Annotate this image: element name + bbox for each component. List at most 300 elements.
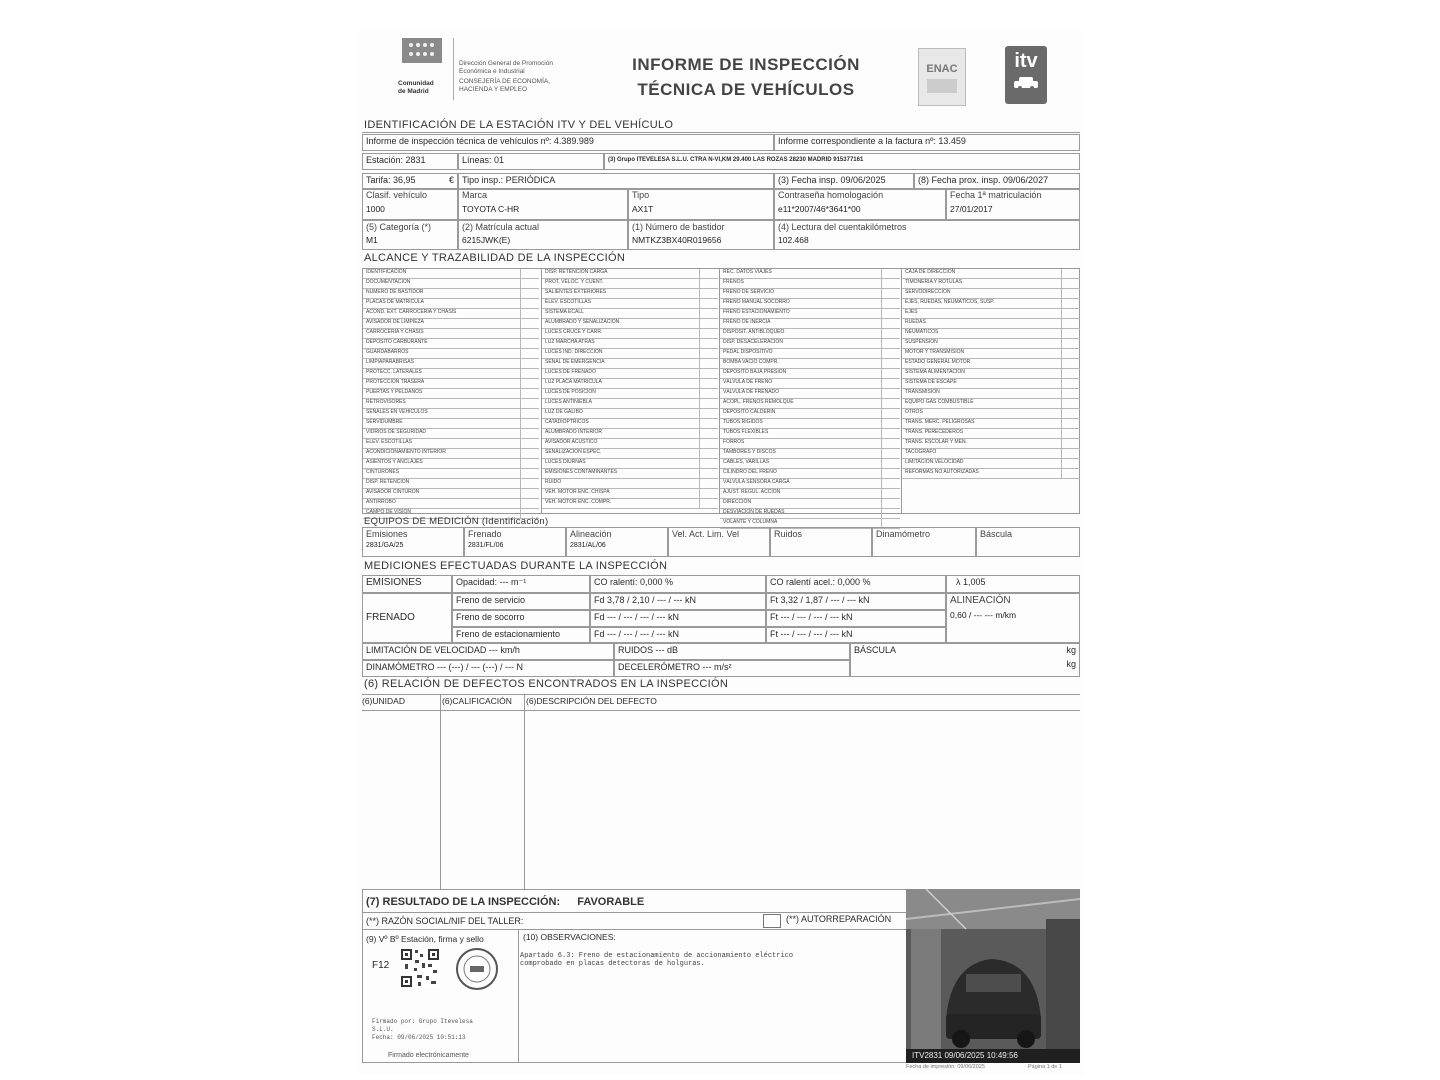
itv-stamp-icon — [458, 950, 496, 988]
fd-emergency-value: Fd --- / --- / --- / --- kN — [594, 612, 679, 622]
scope-row — [902, 449, 1080, 459]
category-label: (5) Categoría (*) — [366, 222, 432, 232]
scope-item-name: RETROVISORES — [366, 399, 406, 405]
scope-row — [902, 389, 1080, 399]
scope-item-name: OTROS — [905, 409, 923, 415]
scope-row — [720, 339, 900, 349]
scope-item-name: DISP. RETENCIÓN CARGA — [545, 269, 608, 275]
qr-code-icon — [400, 948, 440, 988]
scale-kg-2: kg — [1066, 659, 1076, 669]
scope-row — [720, 399, 900, 409]
co-idle-value: CO ralentí: 0,000 % — [594, 577, 674, 587]
scope-item-result — [699, 389, 718, 398]
scope-row — [720, 489, 900, 499]
scope-row — [720, 349, 900, 359]
scope-item-result — [699, 309, 718, 318]
scope-item-name: DIRECCIÓN — [723, 499, 752, 505]
scope-item-result — [699, 279, 718, 288]
scope-row — [720, 369, 900, 379]
scope-item-name: CABLES, VARILLAS — [723, 459, 770, 465]
scope-row — [363, 349, 539, 359]
scope-row — [363, 449, 539, 459]
scope-item-result — [1061, 449, 1080, 458]
brand-value: TOYOTA C-HR — [462, 204, 520, 214]
scope-row — [902, 319, 1080, 329]
vin-value: NMTKZ3BX40R019656 — [632, 235, 722, 245]
scope-item-name: TRANS. MERC. PELIGROSAS — [905, 419, 975, 425]
scope-item-name: ASIENTOS Y ANCLAJES — [366, 459, 423, 465]
scope-item-name: TRANSMISIÓN — [905, 389, 940, 395]
scale-label: BÁSCULA — [854, 645, 897, 655]
scope-row — [902, 299, 1080, 309]
scope-row — [720, 269, 900, 279]
scope-item-result — [1061, 269, 1080, 278]
scope-item-result — [881, 409, 900, 418]
scope-item-name: DISP. RETENCIÓN — [366, 479, 410, 485]
scope-item-name: LUCES DE FRENADO — [545, 369, 596, 375]
self-repair-checkbox[interactable] — [763, 914, 781, 928]
page-number: Página 1 de 1 — [1028, 1064, 1062, 1070]
scope-item-result — [1061, 339, 1080, 348]
scope-item-name: VEH. MOTOR ENC. CHISPA — [545, 489, 610, 495]
itv-logo — [1005, 46, 1047, 104]
vin-label: (1) Número de bastidor — [632, 222, 725, 232]
scope-item-name: TRANS. ESCOLAR Y MEN. — [905, 439, 968, 445]
scope-item-result — [699, 349, 718, 358]
report-number: Informe de inspección técnica de vehículos nº: 4.389.989 — [366, 136, 594, 146]
scope-row — [902, 269, 1080, 279]
scope-row — [720, 289, 900, 299]
scope-row — [720, 479, 900, 489]
scope-row — [363, 399, 539, 409]
brakes-equipment-value: 2831/FL/06 — [468, 542, 504, 549]
scope-item-result — [520, 469, 539, 478]
scope-item-result — [881, 449, 900, 458]
scope-item-name: TACÓGRAFO — [905, 449, 937, 455]
scope-item-result — [881, 299, 900, 308]
scope-row — [720, 309, 900, 319]
scope-column-3 — [719, 269, 900, 525]
ft-parking-value: Ft --- / --- / --- / --- kN — [770, 629, 853, 639]
scope-row — [902, 439, 1080, 449]
f12-label: F12 — [372, 960, 390, 971]
scope-item-result — [881, 359, 900, 368]
scope-row — [363, 309, 539, 319]
car-icon — [1011, 75, 1041, 91]
homologation-value: e11*2007/46*3641*00 — [778, 204, 861, 214]
defects-description-header: (6)DESCRIPCIÓN DEL DEFECTO — [526, 696, 657, 706]
scope-item-name: LUCES ANTINIEBLA — [545, 399, 592, 405]
scope-row — [902, 369, 1080, 379]
scope-item-result — [699, 439, 718, 448]
scope-item-name: VÁLVULA DE FRENADO — [723, 389, 780, 395]
signed-by-line2: S.L.U. — [372, 1026, 394, 1033]
scope-row — [902, 339, 1080, 349]
enac-logo — [918, 48, 966, 106]
scope-item-result — [520, 289, 539, 298]
scope-item-name: PROTECCIÓN TRASERA — [366, 379, 425, 385]
scope-item-name: PLACAS DE MATRÍCULA — [366, 299, 424, 305]
scope-item-name: TIMONERÍA Y RÓTULAS — [905, 279, 963, 285]
brand-label: Marca — [462, 190, 488, 200]
org-line1: Comunidad — [398, 80, 434, 87]
scope-row — [902, 349, 1080, 359]
defects-section-title: (6) RELACIÓN DE DEFECTOS ENCONTRADOS EN LA INSPECCIÓN — [364, 678, 729, 690]
scope-row — [720, 469, 900, 479]
scope-row — [902, 359, 1080, 369]
scope-item-name: LUCES DIURNAS — [545, 459, 586, 465]
itv-text: itv — [1014, 50, 1038, 72]
enac-text: ENAC — [926, 63, 958, 75]
scope-item-result — [881, 489, 900, 498]
scope-item-result — [1061, 329, 1080, 338]
scope-item-result — [881, 509, 900, 518]
scope-item-name: ELEV. ESCOTILLAS — [545, 299, 591, 305]
scope-item-name: AJUST. REGUL. ACCIÓN — [723, 489, 781, 495]
defects-unit-header: (6)UNIDAD — [362, 696, 405, 706]
scope-row — [363, 329, 539, 339]
scope-row — [542, 289, 718, 299]
electronic-signature-label: Firmado electrónicamente — [388, 1052, 469, 1059]
scope-item-name: ELEV. ESCOTILLAS — [366, 439, 412, 445]
scope-item-result — [881, 399, 900, 408]
scope-row — [363, 269, 539, 279]
scope-item-result — [699, 449, 718, 458]
station-company: (3) Grupo ITEVELESA S.L.U. CTRA N-VI,KM 29.400 LAS ROZAS 28230 MADRID 915377161 — [608, 157, 864, 163]
scope-row — [542, 369, 718, 379]
scope-item-name: LIMPIAPARABRISAS — [366, 359, 414, 365]
scope-row — [902, 459, 1080, 469]
scope-item-result — [699, 479, 718, 488]
scope-row — [902, 409, 1080, 419]
scope-row — [902, 429, 1080, 439]
scope-row — [363, 499, 539, 509]
odometer-label: (4) Lectura del cuentakilómetros — [778, 222, 907, 232]
decelerometer-value: DECELERÓMETRO --- m/s² — [618, 662, 732, 672]
scope-item-result — [520, 419, 539, 428]
scope-row — [542, 449, 718, 459]
scope-item-name: ACOPL. FRENOS REMOLQUE — [723, 399, 794, 405]
scope-item-name: ACONDICIONAMIENTO INTERIOR — [366, 449, 446, 455]
scope-item-result — [699, 299, 718, 308]
scope-item-name: VOLANTE Y COLUMNA — [723, 519, 778, 525]
brakes-equipment-label: Frenado — [468, 529, 502, 539]
scope-item-result — [1061, 469, 1080, 478]
dept-line3: CONSEJERÍA DE ECONOMÍA, — [459, 78, 551, 85]
scope-item-result — [1061, 429, 1080, 438]
scope-item-result — [699, 329, 718, 338]
scope-item-name: FRENO DE INERCIA — [723, 319, 771, 325]
scope-item-name: TAMBORES Y DISCOS — [723, 449, 776, 455]
scope-item-result — [1061, 279, 1080, 288]
self-repair-label: (**) AUTORREPARACIÓN — [786, 914, 892, 924]
scope-item-name: VÁLVULA SENSORA CARGA — [723, 479, 790, 485]
inspection-date: (3) Fecha insp. 09/06/2025 — [778, 175, 886, 185]
scope-row — [542, 469, 718, 479]
scope-item-result — [699, 409, 718, 418]
scope-row — [902, 379, 1080, 389]
invoice-number: Informe correspondiente a la factura nº: 13.459 — [778, 136, 966, 146]
scope-item-name: LUCES CRUCE Y CARR. — [545, 329, 603, 335]
category-value: M1 — [366, 235, 378, 245]
scope-item-result — [881, 429, 900, 438]
scope-row — [542, 399, 718, 409]
scale-kg-1: kg — [1066, 645, 1076, 655]
scope-row — [720, 409, 900, 419]
signature-label: (9) Vº Bº Estación, firma y sello — [366, 934, 484, 944]
scope-row — [363, 389, 539, 399]
signed-date: Fecha: 09/06/2025 10:51:13 — [372, 1034, 466, 1041]
scope-item-name: NÚMERO DE BASTIDOR — [366, 289, 424, 295]
parking-brake-label: Freno de estacionamiento — [456, 629, 561, 639]
scope-row — [363, 419, 539, 429]
scope-item-name: SEÑALIZACIÓN ESPEC. — [545, 449, 602, 455]
scope-row — [720, 449, 900, 459]
scope-row — [542, 379, 718, 389]
scope-row — [720, 419, 900, 429]
scope-item-name: RUEDAS — [905, 319, 926, 325]
scope-section-title: ALCANCE Y TRAZABILIDAD DE LA INSPECCIÓN — [364, 252, 626, 264]
braking-label: FRENADO — [366, 612, 415, 623]
scope-item-result — [520, 439, 539, 448]
scope-item-name: EJES — [905, 309, 918, 315]
scope-item-name: EMISIONES CONTAMINANTES — [545, 469, 618, 475]
emissions-label: EMISIONES — [366, 577, 422, 588]
scope-item-result — [1061, 379, 1080, 388]
next-inspection-date: (8) Fecha prox. insp. 09/06/2027 — [918, 175, 1049, 185]
measurements-section-title: MEDICIONES EFECTUADAS DURANTE LA INSPECCIÓN — [364, 560, 668, 572]
qr-code — [400, 948, 440, 988]
print-date: Fecha de impresión: 09/06/2025 — [906, 1064, 985, 1070]
scope-row — [720, 389, 900, 399]
scope-item-result — [881, 499, 900, 508]
scope-item-name: LUCES DE POSICIÓN — [545, 389, 596, 395]
scope-item-name: CARROCERÍA Y CHASIS — [366, 329, 424, 335]
title-line2: TÉCNICA DE VEHÍCULOS — [637, 80, 855, 99]
scope-item-result — [881, 369, 900, 378]
scope-row — [542, 419, 718, 429]
scope-item-name: FRENO ESTACIONAMIENTO — [723, 309, 790, 315]
scope-item-result — [881, 459, 900, 468]
scope-item-name: MOTOR Y TRANSMISIÓN — [905, 349, 965, 355]
scope-item-result — [699, 379, 718, 388]
plate-value: 6215JWK(E) — [462, 235, 511, 245]
class-value: 1000 — [366, 204, 385, 214]
scope-item-result — [881, 269, 900, 278]
scope-item-result — [520, 319, 539, 328]
scope-item-result — [881, 469, 900, 478]
scope-item-name: SERVODIRECCIÓN — [905, 289, 951, 295]
scope-item-name: LUZ DE GÁLIBO — [545, 409, 583, 415]
scope-item-result — [520, 349, 539, 358]
alignment-label: ALINEACIÓN — [950, 595, 1011, 606]
scope-item-name: BOMBA VACÍO COMPR. — [723, 359, 779, 365]
scope-item-name: SISTEMA ECALL — [545, 309, 584, 315]
scope-row — [720, 319, 900, 329]
scope-item-name: TUBOS FLEXIBLES — [723, 429, 769, 435]
fd-service-value: Fd 3,78 / 2,10 / --- / --- kN — [594, 595, 697, 605]
scope-item-result — [1061, 299, 1080, 308]
scope-item-result — [520, 409, 539, 418]
scope-item-result — [1061, 369, 1080, 378]
scope-item-name: VEH. MOTOR ENC. COMPR. — [545, 499, 612, 505]
scope-item-name: VÁLVULA DE FRENO — [723, 379, 773, 385]
service-brake-label: Freno de servicio — [456, 595, 526, 605]
scope-item-name: AVISADOR CINTURÓN — [366, 489, 420, 495]
scope-item-result — [881, 329, 900, 338]
scope-item-result — [881, 309, 900, 318]
inspection-type: Tipo insp.: PERIÓDICA — [462, 175, 556, 185]
scope-item-result — [520, 479, 539, 488]
scope-row — [363, 379, 539, 389]
defects-rating-header: (6)CALIFICACIÓN — [442, 696, 512, 706]
observation-line2: comprobado en placas detectoras de holguras. — [520, 960, 705, 968]
scope-item-name: TRANS. PERECEDEROS — [905, 429, 964, 435]
scope-row — [363, 409, 539, 419]
scope-row — [720, 359, 900, 369]
scope-item-name: GUARDABARROS — [366, 349, 409, 355]
scope-row — [902, 309, 1080, 319]
scope-item-name: SISTEMA DE ESCAPE — [905, 379, 957, 385]
scope-row — [902, 279, 1080, 289]
scope-row — [542, 319, 718, 329]
result-value: FAVORABLE — [577, 896, 645, 908]
scope-item-result — [699, 419, 718, 428]
scope-item-name: FORROS — [723, 439, 745, 445]
scope-item-name: DESVIACIÓN DE RUEDAS — [723, 509, 785, 515]
scope-row — [542, 499, 718, 509]
scope-item-result — [881, 339, 900, 348]
scope-row — [542, 339, 718, 349]
scope-item-result — [520, 339, 539, 348]
vehicle-photo-image — [906, 889, 1080, 1063]
scope-item-name: PUERTAS Y PELDAÑOS — [366, 389, 423, 395]
scope-item-result — [699, 429, 718, 438]
scope-row — [542, 329, 718, 339]
scope-item-name: VIDRIOS DE SEGURIDAD — [366, 429, 427, 435]
scope-row — [363, 439, 539, 449]
scope-item-name: ACOND. EXT. CARROCERÍA Y CHASIS — [366, 309, 457, 315]
scope-item-name: EQUIPO GAS COMBUSTIBLE — [905, 399, 974, 405]
scope-row — [902, 399, 1080, 409]
scope-item-name: DOCUMENTACIÓN — [366, 279, 411, 285]
scope-item-result — [520, 449, 539, 458]
scope-item-name: CAJA DE DIRECCIÓN — [905, 269, 956, 275]
dynamometer-value: DINAMÓMETRO --- (---) / --- (---) / --- N — [366, 662, 523, 672]
scope-item-result — [699, 459, 718, 468]
scope-item-name: PROTECC. LATERALES — [366, 369, 422, 375]
scope-item-name: LIMITACIÓN VELOCIDAD — [905, 459, 964, 465]
scope-row — [363, 459, 539, 469]
scope-row — [542, 429, 718, 439]
photo-caption: ITV2831 09/06/2025 10:49:56 — [912, 1051, 1018, 1060]
scope-item-name: DEPÓSITO CALDERÍN — [723, 409, 776, 415]
scope-item-name: AVISADOR ACÚSTICO — [545, 439, 598, 445]
scope-item-result — [520, 359, 539, 368]
scope-item-result — [520, 499, 539, 508]
type-value: AX1T — [632, 204, 654, 214]
scope-item-result — [881, 319, 900, 328]
scope-item-result — [520, 299, 539, 308]
scope-row — [542, 349, 718, 359]
scope-item-result — [699, 269, 718, 278]
first-registration-label: Fecha 1ª matriculación — [950, 190, 1042, 200]
scope-item-name: CAMPO DE VISIÓN — [366, 509, 412, 515]
scope-row — [363, 339, 539, 349]
noise-equipment-label: Ruidos — [774, 529, 803, 539]
scope-row — [363, 299, 539, 309]
scope-item-result — [520, 269, 539, 278]
euro-symbol: € — [448, 175, 454, 185]
scope-row — [363, 279, 539, 289]
scope-item-name: CINTURONES — [366, 469, 400, 475]
fd-parking-value: Fd --- / --- / --- / --- kN — [594, 629, 679, 639]
noise-value: RUIDOS --- dB — [618, 645, 679, 655]
scope-item-name: IDENTIFICACIÓN — [366, 269, 407, 275]
scope-item-name: TUBOS RÍGIDOS — [723, 419, 763, 425]
scope-item-result — [699, 339, 718, 348]
scope-row — [902, 329, 1080, 339]
tariff: Tarifa: 36,95 — [366, 175, 416, 185]
scope-item-name: SISTEMA ALIMENTACIÓN — [905, 369, 965, 375]
scope-item-result — [1061, 359, 1080, 368]
scope-row — [363, 489, 539, 499]
scope-item-result — [881, 279, 900, 288]
scope-item-name: NEUMÁTICOS — [905, 329, 939, 335]
scope-row — [542, 489, 718, 499]
scope-item-result — [520, 459, 539, 468]
scope-item-name: FRENO MANUAL SOCORRO — [723, 299, 790, 305]
workshop-label: (**) RAZÓN SOCIAL/NIF DEL TALLER: — [366, 916, 524, 926]
scope-item-result — [881, 389, 900, 398]
scope-row — [902, 289, 1080, 299]
scope-item-name: ESTADO GENERAL MOTOR — [905, 359, 971, 365]
scope-item-result — [1061, 459, 1080, 468]
scope-item-result — [520, 379, 539, 388]
scope-column-2 — [541, 269, 718, 513]
scope-item-name: FRENOS — [723, 279, 744, 285]
result-title: (7) RESULTADO DE LA INSPECCIÓN: — [366, 896, 561, 908]
title-line1: INFORME DE INSPECCIÓN — [632, 55, 860, 74]
scope-item-name: DEPÓSITO BAJA PRESIÓN — [723, 369, 787, 375]
scope-item-result — [520, 309, 539, 318]
scope-row — [542, 409, 718, 419]
scope-item-result — [520, 369, 539, 378]
scope-item-result — [699, 399, 718, 408]
odometer-value: 102.468 — [778, 235, 809, 245]
scope-item-name: PROT. VELOC. Y CUENT. — [545, 279, 604, 285]
scope-item-name: REFORMAS NO AUTORIZADAS — [905, 469, 979, 475]
scope-row — [720, 329, 900, 339]
scope-item-name: SERVIDUMBRE — [366, 419, 403, 425]
scope-item-name: SEÑAL DE EMERGENCIA — [545, 359, 605, 365]
scope-row — [720, 439, 900, 449]
scope-item-name: SALIENTES EXTERIORES — [545, 289, 607, 295]
first-registration-value: 27/01/2017 — [950, 204, 993, 214]
scope-item-name: LUZ MARCHA ATRÁS — [545, 339, 595, 345]
inspection-report-page — [358, 30, 1084, 1075]
scope-row — [542, 279, 718, 289]
vehicle-photo — [906, 889, 1080, 1063]
scope-row — [542, 459, 718, 469]
equipment-section-title: EQUIPOS DE MEDICIÓN (Identificación) — [364, 516, 549, 527]
scope-item-result — [520, 329, 539, 338]
scope-row — [363, 479, 539, 489]
scope-item-name: RUIDO — [545, 479, 562, 485]
dynamometer-equipment-label: Dinamómetro — [876, 529, 931, 539]
scope-column-4 — [901, 269, 1080, 513]
scope-row — [720, 299, 900, 309]
